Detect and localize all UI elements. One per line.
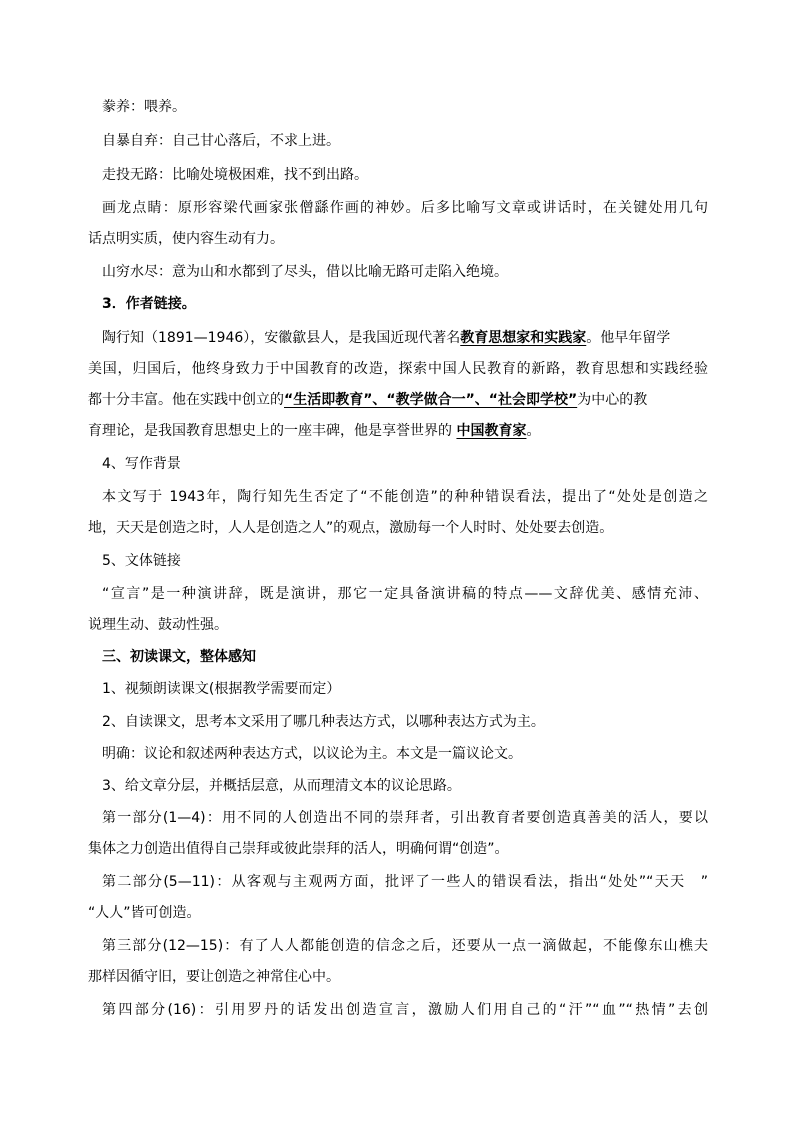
- part-1-line-1: 第一部分(1—4)：用不同的人创造出不同的崇拜者，引出教育者要创造真善美的活人，要以: [102, 810, 708, 826]
- part-2-line-1: 第二部分(5—11)：从客观与主观两方面，批评了一些人的错误看法，指出“处处”“天天 ”: [102, 874, 708, 890]
- author-text: 。: [526, 423, 541, 439]
- author-highlight-theory: “生活即教育”、“教学做合一”、“社会即学校”: [284, 392, 578, 408]
- vocab-zoutouwulu: 走投无路：比喻处境极困难，找不到出路。: [102, 167, 368, 183]
- vocab-huanyang: 豢养：喂养。: [102, 99, 186, 115]
- reading-step-3: 3、给文章分层，并概括层意，从而理清文本的议论思路。: [102, 778, 461, 794]
- reading-step-1: 1、视频朗读课文(根据教学需要而定）: [102, 681, 341, 697]
- part-1-line-2: 集体之力创造出值得自己崇拜或彼此崇拜的活人，明确何谓“创造”。: [88, 841, 509, 857]
- section-reading-heading: 三、初读课文，整体感知: [102, 649, 256, 665]
- author-highlight-educator: 教育思想家和实践家: [460, 330, 587, 346]
- genre-para-line-1: “宣言”是一种演讲辞，既是演讲，那它一定具备演讲稿的特点——文辞优美、感情充沛、: [102, 586, 708, 602]
- author-para-line-4: [88, 421, 540, 441]
- author-text: 为中心的教: [577, 392, 648, 408]
- reading-answer: 明确：议论和叙述两种表达方式，以议论为主。本文是一篇议论文。: [102, 746, 522, 762]
- genre-para-line-2: 说理生动、鼓动性强。: [88, 617, 228, 633]
- part-3-line-1: 第三部分(12—15)：有了人人都能创造的信念之后，还要从一点一滴做起，不能像东山樵夫: [102, 938, 708, 954]
- vocab-zibaoziqi: 自暴自弃：自己甘心落后，不求上进。: [102, 133, 340, 149]
- author-para-line-1: [102, 328, 670, 348]
- background-para-line-1: 本文写于 1943年，陶行知先生否定了“不能创造”的种种错误看法，提出了“处处是创造之: [102, 489, 708, 505]
- section-author-heading: 3．作者链接。: [102, 296, 196, 312]
- part-4-line-1: 第四部分(16)：引用罗丹的话发出创造宣言，激励人们用自己的“汗”“血”“热情”去创: [102, 1002, 708, 1018]
- author-text: 育理论，是我国教育思想史上的一座丰碑，他是享誉世界的: [88, 423, 452, 439]
- reading-step-2: 2、自读课文，思考本文采用了哪几种表达方式，以哪种表达方式为主。: [102, 714, 545, 730]
- vocab-hualongdianjing-cont: 话点明实质，使内容生动有力。: [88, 231, 284, 247]
- background-para-line-2: 地，天天是创造之时，人人是创造之人”的观点，激励每一个人时时、处处要去创造。: [88, 520, 614, 536]
- author-text: 陶行知（1891—1946），安徽歙县人，是我国近现代著名: [102, 330, 461, 346]
- author-para-line-2: 美国，归国后，他终身致力于中国教育的改造，探索中国人民教育的新路，教育思想和实践经验: [88, 361, 708, 377]
- part-3-line-2: 那样因循守旧，要让创造之神常住心中。: [88, 969, 340, 985]
- author-highlight-title: 中国教育家: [456, 423, 527, 439]
- author-text: 都十分丰富。他在实践中创立的: [88, 392, 284, 408]
- author-para-line-3: [88, 390, 647, 410]
- section-genre-heading: 5、文体链接: [102, 553, 181, 569]
- vocab-shanqiongshuijin: 山穷水尽：意为山和水都到了尽头，借以比喻无路可走陷入绝境。: [102, 264, 508, 280]
- part-2-line-2: “人人”皆可创造。: [88, 905, 201, 921]
- section-background-heading: 4、写作背景: [102, 456, 181, 472]
- vocab-hualongdianjing: 画龙点睛：原形容梁代画家张僧繇作画的神妙。后多比喻写文章或讲话时，在关键处用几句: [102, 200, 708, 216]
- author-text: 。他早年留学: [586, 330, 671, 346]
